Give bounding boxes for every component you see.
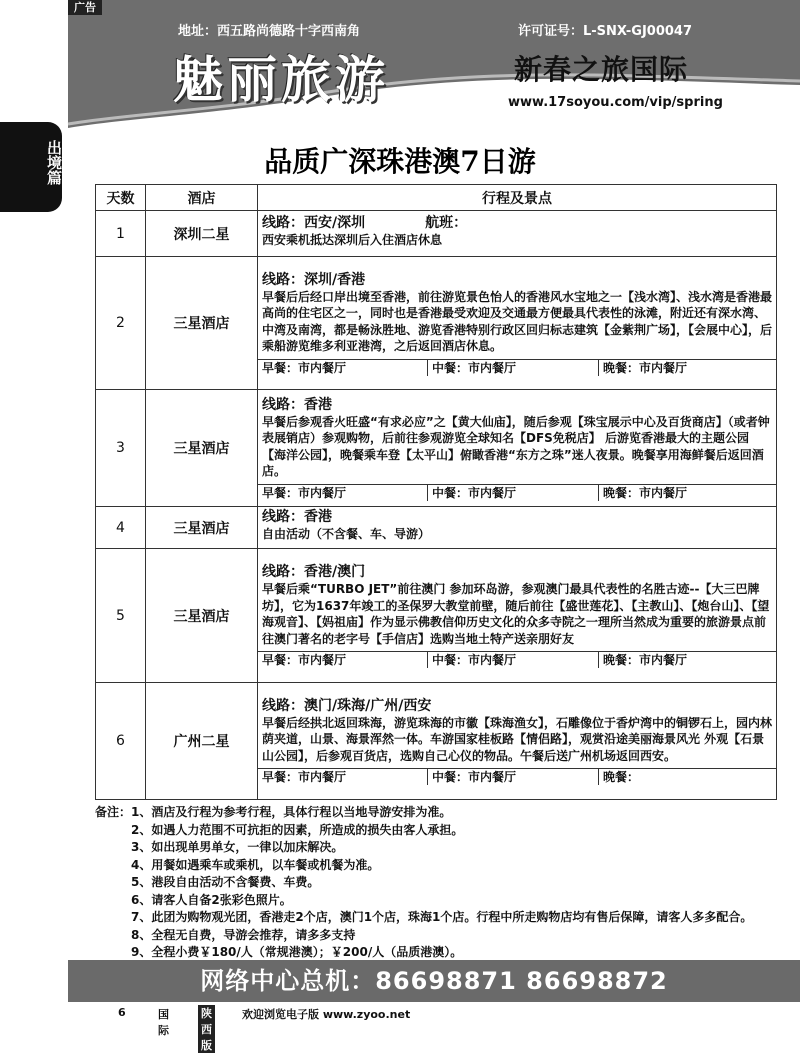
breakfast-info: 早餐：市内餐厅 xyxy=(258,769,428,785)
note-item: 1、酒店及行程为参考行程，具体行程以当地导游安排为准。 xyxy=(131,805,452,819)
hotel-name: 三星酒店 xyxy=(146,390,258,507)
day-number: 3 xyxy=(96,390,146,507)
route-line: 线路：深圳/香港 xyxy=(262,271,366,288)
section-name: 国际 xyxy=(158,1008,169,1037)
day-number: 2 xyxy=(96,257,146,390)
route-line xyxy=(258,214,776,232)
hotel-name: 三星酒店 xyxy=(146,507,258,549)
route-description: 自由活动（不含餐、车、导游） xyxy=(262,527,431,542)
page-number: 6 xyxy=(118,1006,126,1019)
route-description: 早餐后参观香火旺盛“有求必应”之【黄大仙庙】，随后参观【珠宝展示中心及百货商店】（或者钟表展销店）参观购物，后前往参观游览全球知名【DFS免税店】 后游览香港最大的主题公园【海洋公园】，晚餐乘车登【太平山】俯瞰香港“东方之珠”迷人夜景。晚餐享用海鲜餐后返回酒店。 xyxy=(262,414,770,478)
flight-label: 航班： xyxy=(425,215,468,232)
route-description: 早餐后经拱北返回珠海，游览珠海的市徽【珠海渔女】，石雕像位于香炉湾中的铜锣石上，园内林荫夹道，山景、海景浑然一体。车游国家桂板路【情侣路】，观赏沿途美丽海景风光 外观【石景山公园】，后参观百货店，选购自己心仪的物品。午餐后送广州机场返回西安。 xyxy=(262,715,773,763)
dinner-info: 晚餐： xyxy=(603,770,640,785)
footer-site-link[interactable]: 欢迎浏览电子版 www.zyoo.net xyxy=(242,1008,411,1021)
note-item: 2、如遇人力范围不可抗拒的因素，所造成的损失由客人承担。 xyxy=(131,822,464,837)
route-line: 线路：香港/澳门 xyxy=(262,564,366,580)
table-row xyxy=(96,549,777,683)
itinerary-cell xyxy=(258,507,777,549)
route-description: 早餐后乘“TURBO JET”前往澳门 参加环岛游，参观澳门最具代表性的名胜古迹--【大三巴牌坊】，它为1637年竣工的圣保罗大教堂前壁，随后前往【盛世莲花】、【主教山】、【炮台山】、【望海观音】、【妈祖庙】作为显示佛教信仰历史文化的众多寺院之一理所当然成为重要的旅游景点前往澳门著名的老字号【手信店】选购当地土特产送亲朋好友 xyxy=(262,582,770,646)
route-description: 西安乘机抵达深圳后入住酒店休息 xyxy=(262,233,443,248)
meals-row xyxy=(258,484,776,501)
note-item: 3、如出现单男单女，一律以加床解决。 xyxy=(131,840,344,854)
hotline-banner: 网络中心总机：86698871 86698872 xyxy=(68,960,800,1002)
hotel-name: 三星酒店 xyxy=(146,549,258,683)
route-description: 早餐后后经口岸出境至香港，前往游览景色怡人的香港风水宝地之一【浅水湾】、浅水湾是香港最高尚的住宅区之一，同时也是香港最受欢迎及交通最方便最具代表性的泳滩，附近还有深水湾、中湾及南湾，都是畅泳胜地、游览香港特别行政区回归标志建筑【金紫荆广场】，【会展中心】，后乘船游览维多利亚港湾，之后返回酒店休息。 xyxy=(262,289,773,353)
itinerary-cell xyxy=(258,683,777,800)
note-item: 5、港段自由活动不含餐费、车费。 xyxy=(131,875,320,889)
day-number: 5 xyxy=(96,549,146,683)
route-line: 线路：香港 xyxy=(262,396,332,413)
lunch-info: 中餐：市内餐厅 xyxy=(428,769,599,785)
breakfast-info: 早餐：市内餐厅 xyxy=(258,652,428,668)
note-item: 9、全程小费￥180/人（常规港澳）；￥200/人（品质港澳）。 xyxy=(131,945,463,959)
note-item: 6、请客人自备2张彩色照片。 xyxy=(131,892,292,907)
table-header-row xyxy=(96,185,777,211)
itinerary-cell xyxy=(258,390,777,507)
route-line: 线路：澳门/珠海/广州/西安 xyxy=(262,697,432,714)
meals-row xyxy=(258,651,776,668)
license-number: 许可证号：L-SNX-GJ00047 xyxy=(518,24,693,39)
notes-label: 备注： xyxy=(95,805,132,819)
breakfast-info: 早餐：市内餐厅 xyxy=(258,360,428,376)
dinner-info: 晚餐：市内餐厅 xyxy=(603,485,688,500)
brand-logo-text: 魅丽旅游 xyxy=(173,50,389,109)
note-item: 7、此团为购物观光团，香港走2个店，澳门1个店，珠海1个店。行程中所走购物店均有售后保障，请客人多多配合。 xyxy=(131,910,753,924)
lunch-info: 中餐：市内餐厅 xyxy=(428,652,599,668)
lunch-info: 中餐：市内餐厅 xyxy=(428,360,599,376)
table-row xyxy=(96,257,777,390)
day-number: 1 xyxy=(96,211,146,257)
notes-section xyxy=(95,804,785,962)
note-item: 4、用餐如遇乘车或乘机，以车餐或机餐为准。 xyxy=(131,857,380,872)
route-label: 线路：西安/深圳 xyxy=(262,215,366,232)
itinerary-table xyxy=(95,184,777,800)
table-row xyxy=(96,211,777,257)
meals-row xyxy=(258,359,776,376)
itinerary-cell xyxy=(258,549,777,683)
hotel-name: 三星酒店 xyxy=(146,257,258,390)
dinner-info: 晚餐：市内餐厅 xyxy=(603,360,688,375)
header-day: 天数 xyxy=(96,185,146,211)
table-row xyxy=(96,683,777,800)
header-hotel: 酒店 xyxy=(146,185,258,211)
route-line: 线路：香港 xyxy=(262,509,332,526)
note-item: 8、全程无自费，导游会推荐，请多多支持 xyxy=(131,927,356,942)
edition-badge: 陕西版 xyxy=(198,1005,215,1053)
table-row xyxy=(96,507,777,549)
header-itinerary: 行程及景点 xyxy=(258,185,777,211)
hotel-name: 广州二星 xyxy=(146,683,258,800)
website-url[interactable]: www.17soyou.com/vip/spring xyxy=(508,95,723,110)
section-side-tab: 出境篇 xyxy=(0,122,62,212)
itinerary-cell xyxy=(258,211,777,257)
table-row xyxy=(96,390,777,507)
meals-row xyxy=(258,768,776,785)
dinner-info: 晚餐：市内餐厅 xyxy=(603,653,688,667)
hotel-name: 深圳二星 xyxy=(146,211,258,257)
itinerary-cell xyxy=(258,257,777,390)
breakfast-info: 早餐：市内餐厅 xyxy=(258,485,428,501)
address-text: 地址：西五路尚德路十字西南角 xyxy=(178,24,361,39)
page-title: 品质广深珠港澳7日游 xyxy=(264,145,536,178)
notes-list xyxy=(95,804,785,962)
slogan: 新春之旅国际 xyxy=(514,53,689,86)
day-number: 4 xyxy=(96,507,146,549)
ad-tag: 广告 xyxy=(68,0,102,15)
day-number: 6 xyxy=(96,683,146,800)
lunch-info: 中餐：市内餐厅 xyxy=(428,485,599,501)
header-banner xyxy=(68,0,800,128)
